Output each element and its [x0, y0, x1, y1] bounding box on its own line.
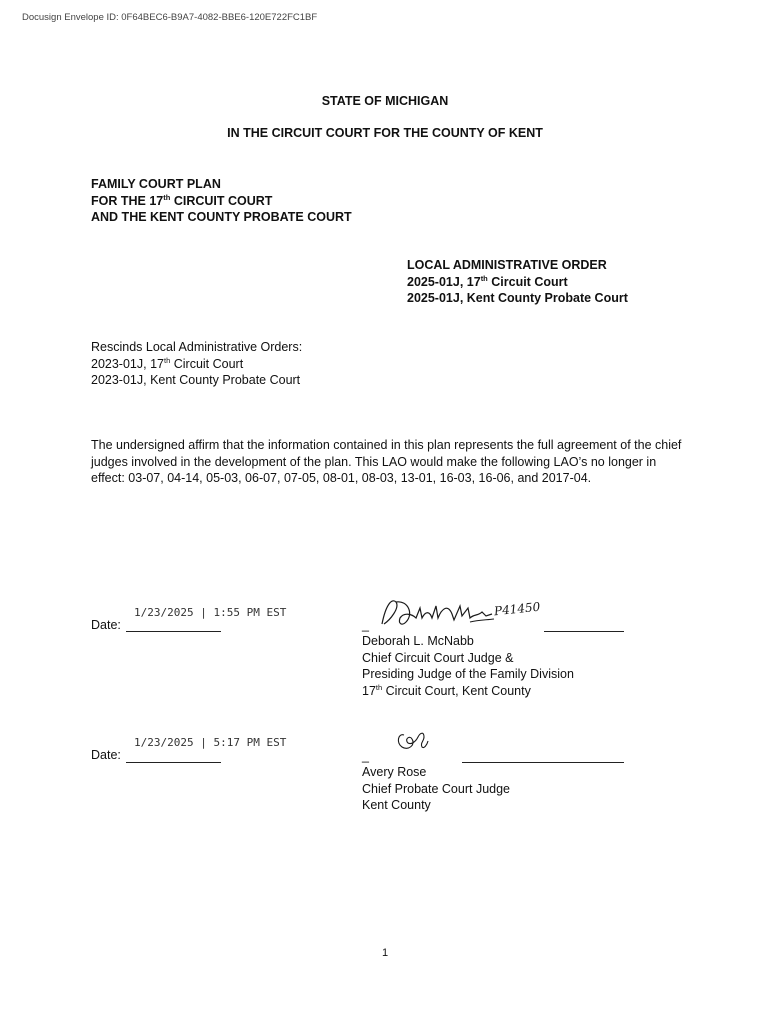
date-label-1: Date: [91, 618, 121, 632]
signature-line-2 [462, 762, 624, 763]
rescinds-line2: 2023-01J, 17th Circuit Court [91, 355, 244, 371]
order-line2: 2025-01J, 17th Circuit Court [407, 273, 568, 289]
signature-underscore-1: _ [362, 618, 369, 632]
order-line3: 2025-01J, Kent County Probate Court [407, 291, 628, 305]
signer-1-title1: Chief Circuit Court Judge & [362, 650, 514, 665]
signer-2-title1: Chief Probate Court Judge [362, 781, 511, 796]
order-block [407, 257, 628, 307]
page-number: 1 [381, 947, 389, 959]
signer-1 [362, 633, 574, 699]
date-line-2 [126, 762, 221, 763]
signer-1-title2: Presiding Judge of the Family Division [362, 667, 574, 681]
signature-bar-number: P41450 [493, 599, 541, 619]
order-title: LOCAL ADMINISTRATIVE ORDER [407, 258, 607, 272]
court-heading: IN THE CIRCUIT COURT FOR THE COUNTY OF KENT [227, 126, 543, 140]
signer-1-title3: 17th Circuit Court, Kent County [362, 682, 531, 698]
rescinds-line3: 2023-01J, Kent County Probate Court [91, 373, 301, 387]
signature-underscore-2: _ [362, 749, 369, 763]
date-line-1 [126, 631, 221, 632]
date-label-2: Date: [91, 748, 121, 762]
date-stamp-1: 1/23/2025 | 1:55 PM EST [134, 606, 287, 619]
signer-1-name: Deborah L. McNabb [362, 634, 474, 648]
plan-title-line3: AND THE KENT COUNTY PROBATE COURT [91, 210, 352, 224]
plan-title-line2: FOR THE 17th CIRCUIT COURT [91, 192, 273, 208]
signer-2-title2: Kent County [362, 798, 431, 812]
plan-title [91, 176, 352, 226]
signer-2-name: Avery Rose [362, 765, 427, 779]
date-stamp-2: 1/23/2025 | 5:17 PM EST [134, 736, 287, 749]
envelope-id: Docusign Envelope ID: 0F64BEC6-B9A7-4082-BBE6-120E722FC1BF [22, 12, 318, 23]
state-heading: STATE OF MICHIGAN [321, 94, 449, 108]
plan-title-line1: FAMILY COURT PLAN [91, 177, 221, 191]
signer-2 [362, 764, 510, 814]
signature-rose [394, 727, 430, 755]
affirmation-paragraph: The undersigned affirm that the information contained in this plan represents the full agreement of the chief judges involved in the development of the plan. This LAO would make the following LAO’s no longer in effect: 03-07, 04-14, 05-03, 06-07, 07-05, 08-01, 08-03, 13-01, 16-03, 16-06, and 2017-04. [91, 438, 682, 485]
rescinds-block [91, 339, 302, 389]
rescinds-heading: Rescinds Local Administrative Orders: [91, 340, 303, 354]
signature-line-1 [544, 631, 624, 632]
